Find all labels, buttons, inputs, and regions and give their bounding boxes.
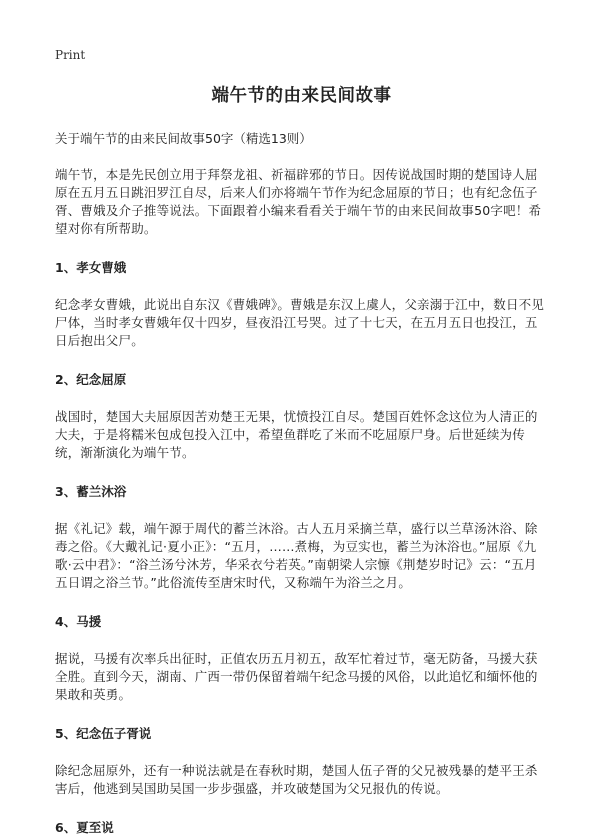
section-text: 据说，马援有次率兵出征时，正值农历五月初五，敌军忙着过节，毫无防备，马援大获全胜。直到今天，湖南、广西一带仍保留着端午纪念马援的风俗，以此追忆和缅怀他的果敢和英勇。 [55, 651, 538, 702]
section-heading: 2、纪念屈原 [55, 372, 127, 387]
section-text: 纪念孝女曹娥，此说出自东汉《曹娥碑》。曹娥是东汉上虞人，父亲溺于江中，数日不见尸体，当时孝女曹娥年仅十四岁，昼夜沿江号哭。过了十七天，在五月五日也投江，五日后抱出父尸。 [55, 297, 545, 348]
section-heading: 1、孝女曹娥 [55, 260, 127, 275]
page-title: 端午节的由来民间故事 [211, 86, 392, 106]
section-heading: 3、蓄兰沐浴 [55, 484, 127, 499]
section-text: 据《礼记》载，端午源于周代的蓄兰沐浴。古人五月采摘兰草，盛行以兰草汤沐浴、除毒之俗。《大戴礼记·夏小正》：“五月，……煮梅，为豆实也，蓄兰为沐浴也。”屈原《九歌·云中君》：“浴兰汤兮沐芳，华采衣兮若英。”南朝梁人宗懔《荆楚岁时记》云：“五月五日谓之浴兰节。”此俗流传至唐宋时代，又称端午为浴兰之月。 [55, 521, 538, 590]
print-link[interactable]: Print [55, 48, 86, 62]
intro-paragraph: 端午节，本是先民创立用于拜祭龙祖、祈福辟邪的节日。因传说战国时期的楚国诗人屈原在五月五日跳汨罗江自尽，后来人们亦将端午节作为纪念屈原的节日；也有纪念伍子胥、曹娥及介子推等说法。下面跟着小编来看看关于端午节的由来民间故事50字吧！希望对你有所帮助。 [55, 167, 542, 236]
page-subtitle: 关于端午节的由来民间故事50字（精选13则） [55, 131, 312, 146]
section-heading: 5、纪念伍子胥说 [55, 726, 152, 741]
section-text: 战国时，楚国大夫屈原因苦劝楚王无果，忧愤投江自尽。楚国百姓怀念这位为人清正的大夫，于是将糯米包成包投入江中，希望鱼群吃了米而不吃屈原尸身。后世延续为传统，渐渐演化为端午节。 [55, 409, 538, 460]
section-heading: 6、夏至说 [55, 820, 114, 835]
section-text: 除纪念屈原外，还有一种说法就是在春秋时期，楚国人伍子胥的父兄被残暴的楚平王杀害后，他逃到吴国助吴国一步步强盛，并攻破楚国为父兄报仇的传说。 [55, 763, 538, 796]
section-heading: 4、马援 [55, 614, 102, 629]
